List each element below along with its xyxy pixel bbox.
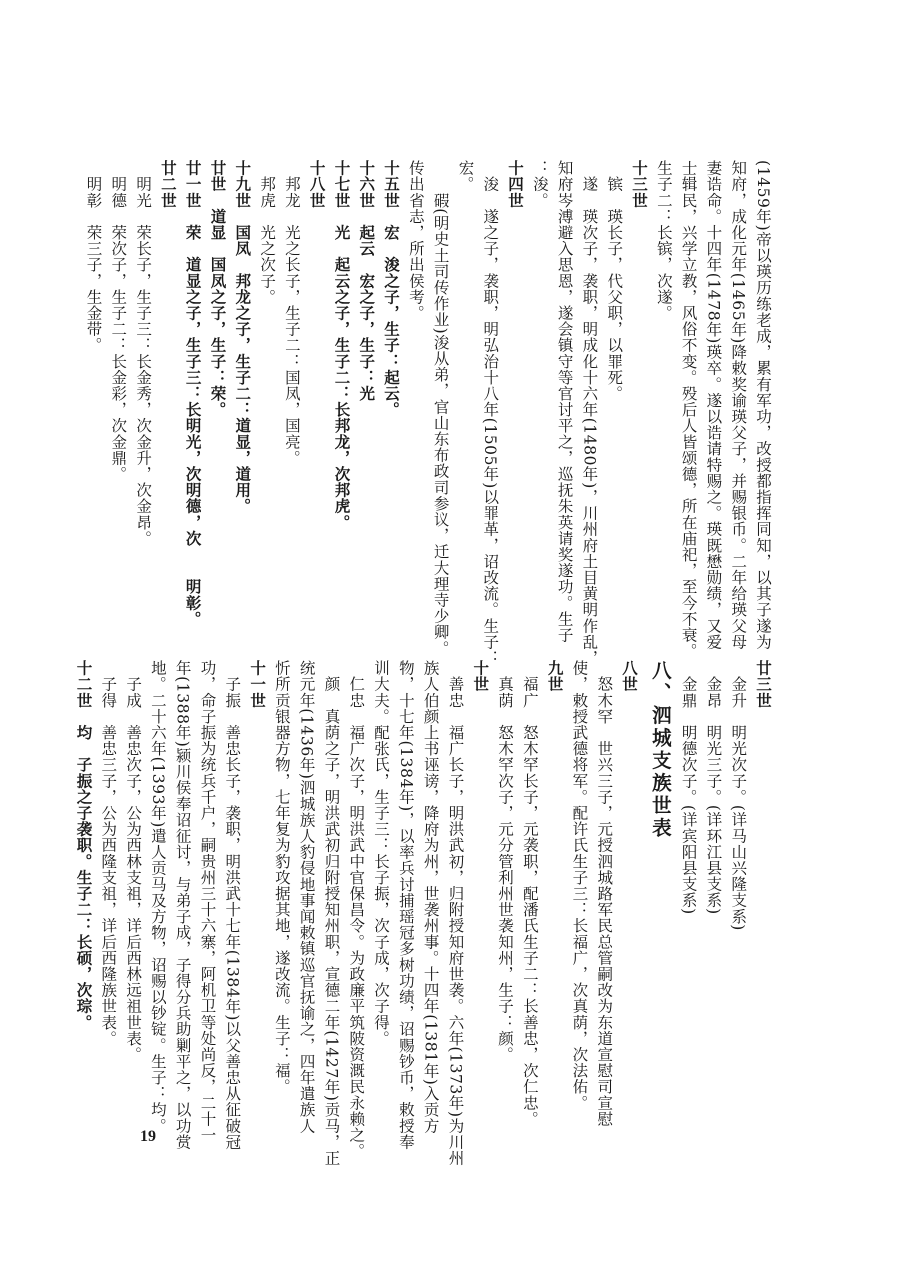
generation-line: 十二世 均 子振之子袭职。生子二：长硕，次琮。 (74, 660, 93, 1031)
text-line: (1459年)帝以瑛历练老成，累有军功，改授都指挥同知，以其子遂为 (754, 160, 772, 650)
text-line: 金升 明光次子。(详马山兴隆支系) (729, 660, 748, 931)
text-line: 族人伯颜上书诬谤，降府为州，世袭州事。十四年(1381年)入贡方 (421, 660, 440, 1134)
text-line: 遂 瑛次子，袭职，明成化十六年(1480年)，川州府土目黄明作乱， (580, 160, 599, 666)
text-line: 邦龙 光之长子，生子二：国凤，国亮。 (282, 160, 301, 466)
generation-line: 十世 (471, 660, 490, 693)
text-line: 生子二：长镔，次遂。 (654, 160, 673, 321)
text-line: 子得 善忠三子，公为西隆支祖，详后西隆族世表。 (99, 660, 118, 1047)
text-line: 善忠 福广长子，明洪武初，归附授知府世袭。六年(1373年)为川州 (446, 660, 465, 1166)
upper-text-block (84, 160, 775, 666)
text-line: 士辑民，兴学立教，风俗不变。殁后人皆颂德，所在庙祀，至今不衰。 (679, 160, 698, 660)
generation-line: 廿一世 荣 道显之子，生子三：长明光，次明德，次 明彰。 (183, 160, 202, 627)
text-line: 镔 瑛长子，代父职，以罪死。 (605, 160, 624, 402)
text-line: 子振 善忠长子，袭职，明洪武十七年(1384年)以父善忠从征破冠 (223, 660, 242, 1150)
generation-line: 十七世 光 起云之子，生子二：长邦龙，次邦虎。 (332, 160, 351, 531)
text-line: 怒木罕 世兴三子，元授泗城路军民总管嗣改为东道宣慰司宣慰 (595, 660, 614, 1127)
text-line: 忻所贡银器方物，七年复为豹攻据其地，遂改流。生子：福。 (272, 660, 291, 1095)
text-line: 金昂 明光三子。(详环江县支系) (704, 660, 723, 915)
text-line: 福广 怒木罕长子，元袭职，配潘氏生子二：长善忠，次仁忠。 (520, 660, 539, 1127)
text-line: 明光 荣长子，生子三：长金秀，次金升，次金昂。 (134, 160, 153, 547)
text-line: 知府，成化元年(1465年)降敕奖谕瑛父子，并赐银币。二年给瑛父母 (729, 160, 748, 650)
page-number: 19 (140, 1128, 156, 1145)
generation-line: 十四世 (506, 160, 525, 209)
text-line: 仁忠 福广次子，明洪武中官保昌令。为政廉平筑陂资溉民永赖之。 (347, 660, 366, 1160)
text-line: 明德 荣次子，生子二：长金彩，次金鼎。 (109, 160, 128, 482)
text-line: 子成 善忠次子，公为西林支祖，详后西林远祖世表。 (124, 660, 143, 1063)
generation-line: 十八世 (307, 160, 326, 209)
generation-line: 廿三世 (754, 660, 772, 709)
text-line: 浚 遂之子，袭职，明弘治十八年(1505年)以罪革，诏改流。生子： (481, 160, 500, 666)
generation-line: 十九世 国凤 邦龙之子，生子二：道显，道用。 (233, 160, 252, 515)
text-line: 年(1388年)颍川侯奉诏征讨，与弟子成，子得分兵助剿平之，以功赏 (173, 660, 192, 1150)
section-heading: 八、泗城支族世表 (648, 660, 672, 840)
generation-line: 廿二世 (158, 160, 177, 209)
text-line: 训大夫。配张氏，生子三：长子振，次子成，次子得。 (372, 660, 391, 1047)
text-line: ：浚。 (530, 160, 549, 209)
text-line: 邦虎 光之次子。 (258, 160, 277, 305)
generation-line: 十三世 (630, 160, 649, 209)
text-line: 地。二十六年(1393年)遣人贡马及方物，诏赐以钞锭。生子：均。 (148, 660, 167, 1134)
text-line: 功，命子振为统兵千户，嗣贵州三十六寨，阿机卫等处尚反，二十一 (198, 660, 217, 1143)
generation-line: 十六世 起云 宏之子，生子：光 (357, 160, 376, 402)
text-line: 物，十七年(1384年)，以率兵讨捕瑶冠多树功绩，诏赐钞币，敕授奉 (396, 660, 415, 1150)
text-line: 统元年(1436年)泗城族人豹侵地事闻敕镇巡官抚谕之，四年遣族人 (297, 660, 316, 1134)
text-line: 妻诰命。十四年(1478年)瑛卒。遂以诰请特赐之。瑛既懋勋绩，又爱 (704, 160, 723, 650)
text-line: 真荫 怒木罕次子，元分管利州世袭知州，生子：颜。 (496, 660, 515, 1063)
text-line: 碬(明史土司传作业)浚从弟，官山东布政司参议，迁大理寺少卿。 (431, 160, 450, 657)
generation-line: 十一世 (248, 660, 267, 709)
text-line: 宏。 (456, 160, 475, 193)
generation-line: 八世 (620, 660, 639, 693)
text-line: 使，敕授武德将军。配许氏生子三：长福广，次真荫，次法佑。 (570, 660, 589, 1111)
generation-line: 十五世 宏 浚之子，生子：起云。 (382, 160, 401, 418)
text-line: 颜 真荫之子，明洪武初归附授知州职，宣德二年(1427年)贡马，正 (322, 660, 341, 1166)
generation-line: 九世 (545, 660, 564, 693)
text-line: 知府岑溥避入思恩，遂会镇守等官讨平之，巡抚朱英请奖遂功。生子 (555, 160, 574, 643)
text-line: 传出省志，所出侯考。 (406, 160, 425, 321)
generation-line: 廿世 道显 国凤之子，生子：荣。 (208, 160, 227, 418)
text-line: 金鼎 明德次子。(详宾阳县支系) (679, 660, 698, 915)
text-line: 明彰 荣三子，生金带。 (84, 160, 103, 354)
